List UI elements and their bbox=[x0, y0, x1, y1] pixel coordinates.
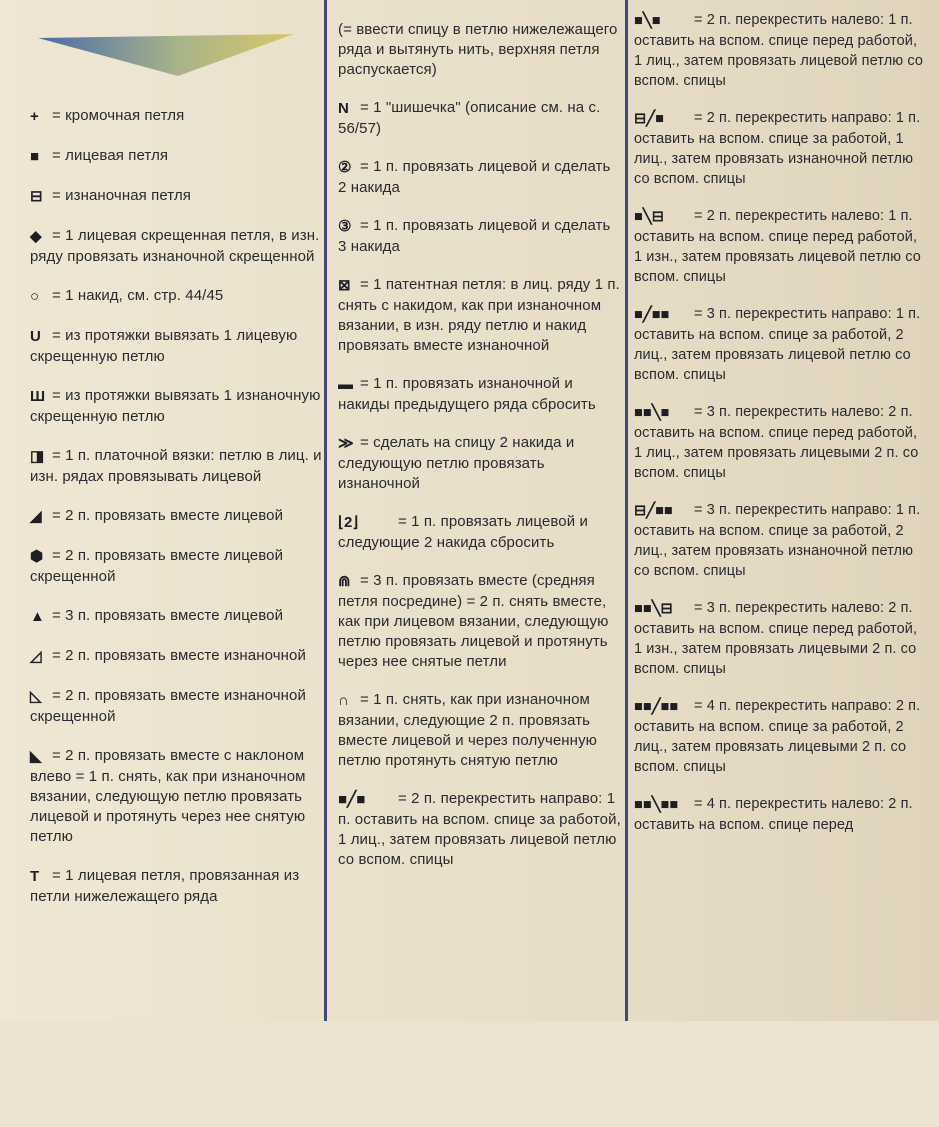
cable-right-purl-2-icon: ⊟╱■■ bbox=[634, 503, 673, 519]
legend-entry bbox=[30, 186, 322, 207]
legend-entry bbox=[30, 506, 322, 527]
legend-entry-text: = 3 п. перекрестить налево: 2 п. оставить на вспом. спице перед работой, 1 лиц., затем провязать лицевыми 2 п. со вспом. спицы bbox=[634, 404, 919, 481]
legend-entry bbox=[30, 646, 322, 667]
yarn-over-circle-icon: ○ bbox=[30, 288, 40, 305]
cable-left-purl-icon: ■╲⊟ bbox=[634, 209, 664, 225]
legend-entry bbox=[634, 696, 926, 777]
legend-entry-text: = изнаночная петля bbox=[52, 187, 192, 204]
legend-entry bbox=[30, 606, 322, 627]
cable-left-2-2-icon: ■■╲■■ bbox=[634, 797, 679, 813]
two-wraps-purl-icon: ≫ bbox=[338, 435, 354, 452]
legend-entry-text: = 2 п. провязать вместе лицевой bbox=[52, 507, 284, 524]
column-divider-1 bbox=[324, 0, 327, 1021]
legend-entry bbox=[338, 216, 622, 257]
legend-entry bbox=[634, 794, 926, 835]
legend-entry bbox=[30, 446, 322, 487]
legend-entry bbox=[30, 546, 322, 587]
purl-drop-wraps-icon: ▬ bbox=[338, 376, 354, 393]
strand-purl-u-icon: Ш bbox=[30, 388, 46, 405]
column-divider-2 bbox=[625, 0, 628, 1021]
bobble-n-icon: N bbox=[338, 100, 349, 117]
legend-entry bbox=[634, 304, 926, 385]
legend-entry-text: = 1 патентная петля: в лиц. ряду 1 п. снять с накидом, как при изнаночном вязании, в изн. ряду петлю и накид провязать вместе изнаночной bbox=[338, 276, 620, 354]
legend-entry-text: = 2 п. перекрестить направо: 1 п. оставить на вспом. спице за работой, 1 лиц., затем провязать лицевой петлю со вспом. спицы bbox=[338, 790, 621, 868]
legend-entry bbox=[634, 402, 926, 483]
legend-entry bbox=[338, 571, 622, 672]
cable-right-2-2-icon: ■■╱■■ bbox=[634, 699, 679, 715]
legend-entry-text: = 3 п. провязать вместе лицевой bbox=[52, 607, 284, 624]
legend-entry bbox=[30, 686, 322, 727]
cable-right-purl-icon: ⊟╱■ bbox=[634, 111, 664, 127]
legend-entry bbox=[338, 512, 622, 553]
legend-entry bbox=[634, 10, 926, 91]
legend-entry bbox=[338, 275, 622, 356]
edge-stitch-plus-icon: + bbox=[30, 108, 39, 125]
legend-entry-text: = лицевая петля bbox=[52, 147, 169, 164]
legend-entry bbox=[30, 146, 322, 167]
legend-entry bbox=[338, 690, 622, 771]
legend-entry-text: = 3 п. перекрестить налево: 2 п. оставить на вспом. спице перед работой, 1 изн., затем провязать лицевыми 2 п. со вспом. спицы bbox=[634, 600, 918, 677]
legend-entry-text: = 1 п. платочной вязки: петлю в лиц. и изн. рядах провязывать лицевой bbox=[30, 447, 322, 485]
legend-entry-text: = из протяжки вывязать 1 изнаночную скрещенную петлю bbox=[30, 387, 321, 425]
legend-entry-text: = 2 п. провязать вместе изнаночной скрещенной bbox=[30, 687, 306, 725]
legend-entry bbox=[338, 157, 622, 198]
legend-entry-text: = 2 п. перекрестить налево: 1 п. оставить на вспом. спице перед работой, 1 изн., затем провязать лицевой петлю со вспом. спицы bbox=[634, 208, 921, 285]
legend-entry bbox=[634, 500, 926, 581]
legend-entry bbox=[30, 226, 322, 267]
brioche-stitch-icon: ⊠ bbox=[338, 277, 351, 294]
legend-entry bbox=[338, 20, 622, 80]
legend-entry-text: = сделать на спицу 2 накида и следующую петлю провязать изнаночной bbox=[338, 434, 575, 492]
legend-entry-text: = 3 п. провязать вместе (средняя петля посредине) = 2 п. снять вместе, как при лицевом вязании, следующую петлю провязать лицевой и протянуть через нее снятые петли bbox=[338, 572, 609, 670]
legend-entry-text: = 1 п. провязать лицевой и следующие 2 накида сбросить bbox=[338, 513, 588, 551]
header-wedge-graphic bbox=[38, 34, 294, 76]
purl-stitch-square-icon: ⊟ bbox=[30, 188, 43, 205]
legend-entry-text: = 1 п. снять, как при изнаночном вязании, следующие 2 п. провязать вместе лицевой и через полученную петлю протянуть снятую петлю bbox=[338, 691, 598, 769]
legend-entry-text: = 1 п. провязать изнаночной и накиды предыдущего ряда сбросить bbox=[338, 375, 596, 413]
legend-entry-text: (= ввести спицу в петлю нижележащего ряда и вытянуть нить, верхняя петля распускается) bbox=[338, 21, 618, 78]
legend-entry bbox=[30, 326, 322, 367]
triple-wrap-3-icon: ③ bbox=[338, 218, 352, 235]
legend-entry-text: = 4 п. перекрестить налево: 2 п. оставить на вспом. спице перед bbox=[634, 796, 913, 833]
twisted-knit-diamond-icon: ◆ bbox=[30, 228, 42, 245]
cdd-icon: ⋒ bbox=[338, 573, 351, 590]
legend-entry-text: = 1 п. провязать лицевой и сделать 3 накида bbox=[338, 217, 611, 255]
slip-stitch-icon: ∩ bbox=[338, 692, 349, 709]
legend-entry-text: = 2 п. провязать вместе изнаночной bbox=[52, 647, 306, 664]
k3tog-triangle-icon: ▲ bbox=[30, 608, 45, 625]
legend-entry bbox=[338, 789, 622, 870]
p2tog-triangle-icon: ◿ bbox=[30, 648, 42, 665]
legend-entry-text: = 2 п. провязать вместе с наклоном влево = 1 п. снять, как при изнаночном вязании, следующую петлю провязать лицевой и протянуть через нее снятую петлю bbox=[30, 747, 306, 845]
ssk-triangle-icon: ◣ bbox=[30, 748, 42, 765]
legend-entry bbox=[30, 386, 322, 427]
knit-stitch-square-icon: ■ bbox=[30, 148, 40, 165]
double-wrap-2-icon: ② bbox=[338, 159, 352, 176]
legend-entry-text: = кромочная петля bbox=[52, 107, 185, 124]
legend-entry-text: = 4 п. перекрестить направо: 2 п. оставить на вспом. спице за работой, 2 лиц., затем провязать лицевыми 2 п. со вспом. спицы bbox=[634, 698, 921, 775]
legend-entry-text: = 2 п. провязать вместе лицевой скрещенной bbox=[30, 547, 284, 585]
legend-entry bbox=[30, 286, 322, 307]
legend-entry-text: = 2 п. перекрестить налево: 1 п. оставить на вспом. спице перед работой, 1 лиц., затем провязать лицевой петлю со вспом. спицы bbox=[634, 12, 924, 89]
cable-left-2-purl-icon: ■■╲⊟ bbox=[634, 601, 673, 617]
legend-entry bbox=[634, 598, 926, 679]
legend-entry-text: = 3 п. перекрестить направо: 1 п. оставить на вспом. спице за работой, 2 лиц., затем провязать лицевой петлю со вспом. спицы bbox=[634, 306, 921, 383]
legend-entry-text: = 1 накид, см. стр. 44/45 bbox=[52, 287, 224, 304]
legend-entry bbox=[30, 106, 322, 127]
k2tog-twisted-icon: ⬢ bbox=[30, 548, 44, 565]
k2tog-triangle-icon: ◢ bbox=[30, 508, 42, 525]
legend-entry bbox=[338, 433, 622, 494]
legend-entry bbox=[634, 108, 926, 189]
legend-column-3 bbox=[634, 10, 926, 1031]
legend-entry-text: = 3 п. перекрестить направо: 1 п. оставить на вспом. спице за работой, 2 лиц., затем провязать изнаночной петлю со вспом. спицы bbox=[634, 502, 921, 579]
legend-entry-text: = 1 п. провязать лицевой и сделать 2 накида bbox=[338, 158, 611, 196]
legend-entry bbox=[634, 206, 926, 287]
legend-entry bbox=[338, 374, 622, 415]
legend-column-1 bbox=[30, 106, 322, 1127]
legend-entry-text: = 1 лицевая скрещенная петля, в изн. ряду провязать изнаночной скрещенной bbox=[30, 227, 320, 265]
cable-right-1-2-icon: ■╱■■ bbox=[634, 307, 670, 323]
knit-below-t-icon: T bbox=[30, 868, 40, 885]
cable-left-2-1-icon: ■■╲■ bbox=[634, 405, 670, 421]
cable-right-1-1-icon: ■╱■ bbox=[338, 791, 366, 808]
legend-entry-text: = 2 п. перекрестить направо: 1 п. оставить на вспом. спице за работой, 1 лиц., затем провязать изнаночной петлю со вспом. спицы bbox=[634, 110, 921, 187]
legend-entry-text: = из протяжки вывязать 1 лицевую скрещенную петлю bbox=[30, 327, 298, 365]
legend-entry bbox=[30, 866, 322, 907]
knit-drop-2-wraps-icon: ⌊2⌋ bbox=[338, 514, 359, 531]
legend-entry bbox=[338, 98, 622, 139]
legend-entry bbox=[30, 746, 322, 847]
legend-entry-text: = 1 лицевая петля, провязанная из петли нижележащего ряда bbox=[30, 867, 300, 905]
garter-stitch-icon: ◨ bbox=[30, 448, 45, 465]
cable-left-1-1-icon: ■╲■ bbox=[634, 13, 661, 29]
strand-knit-u-icon: U bbox=[30, 328, 41, 345]
legend-entry-text: = 1 "шишечка" (описание см. на с. 56/57) bbox=[338, 99, 601, 137]
p2tog-twisted-icon: ◺ bbox=[30, 688, 42, 705]
legend-column-2 bbox=[338, 20, 622, 1041]
